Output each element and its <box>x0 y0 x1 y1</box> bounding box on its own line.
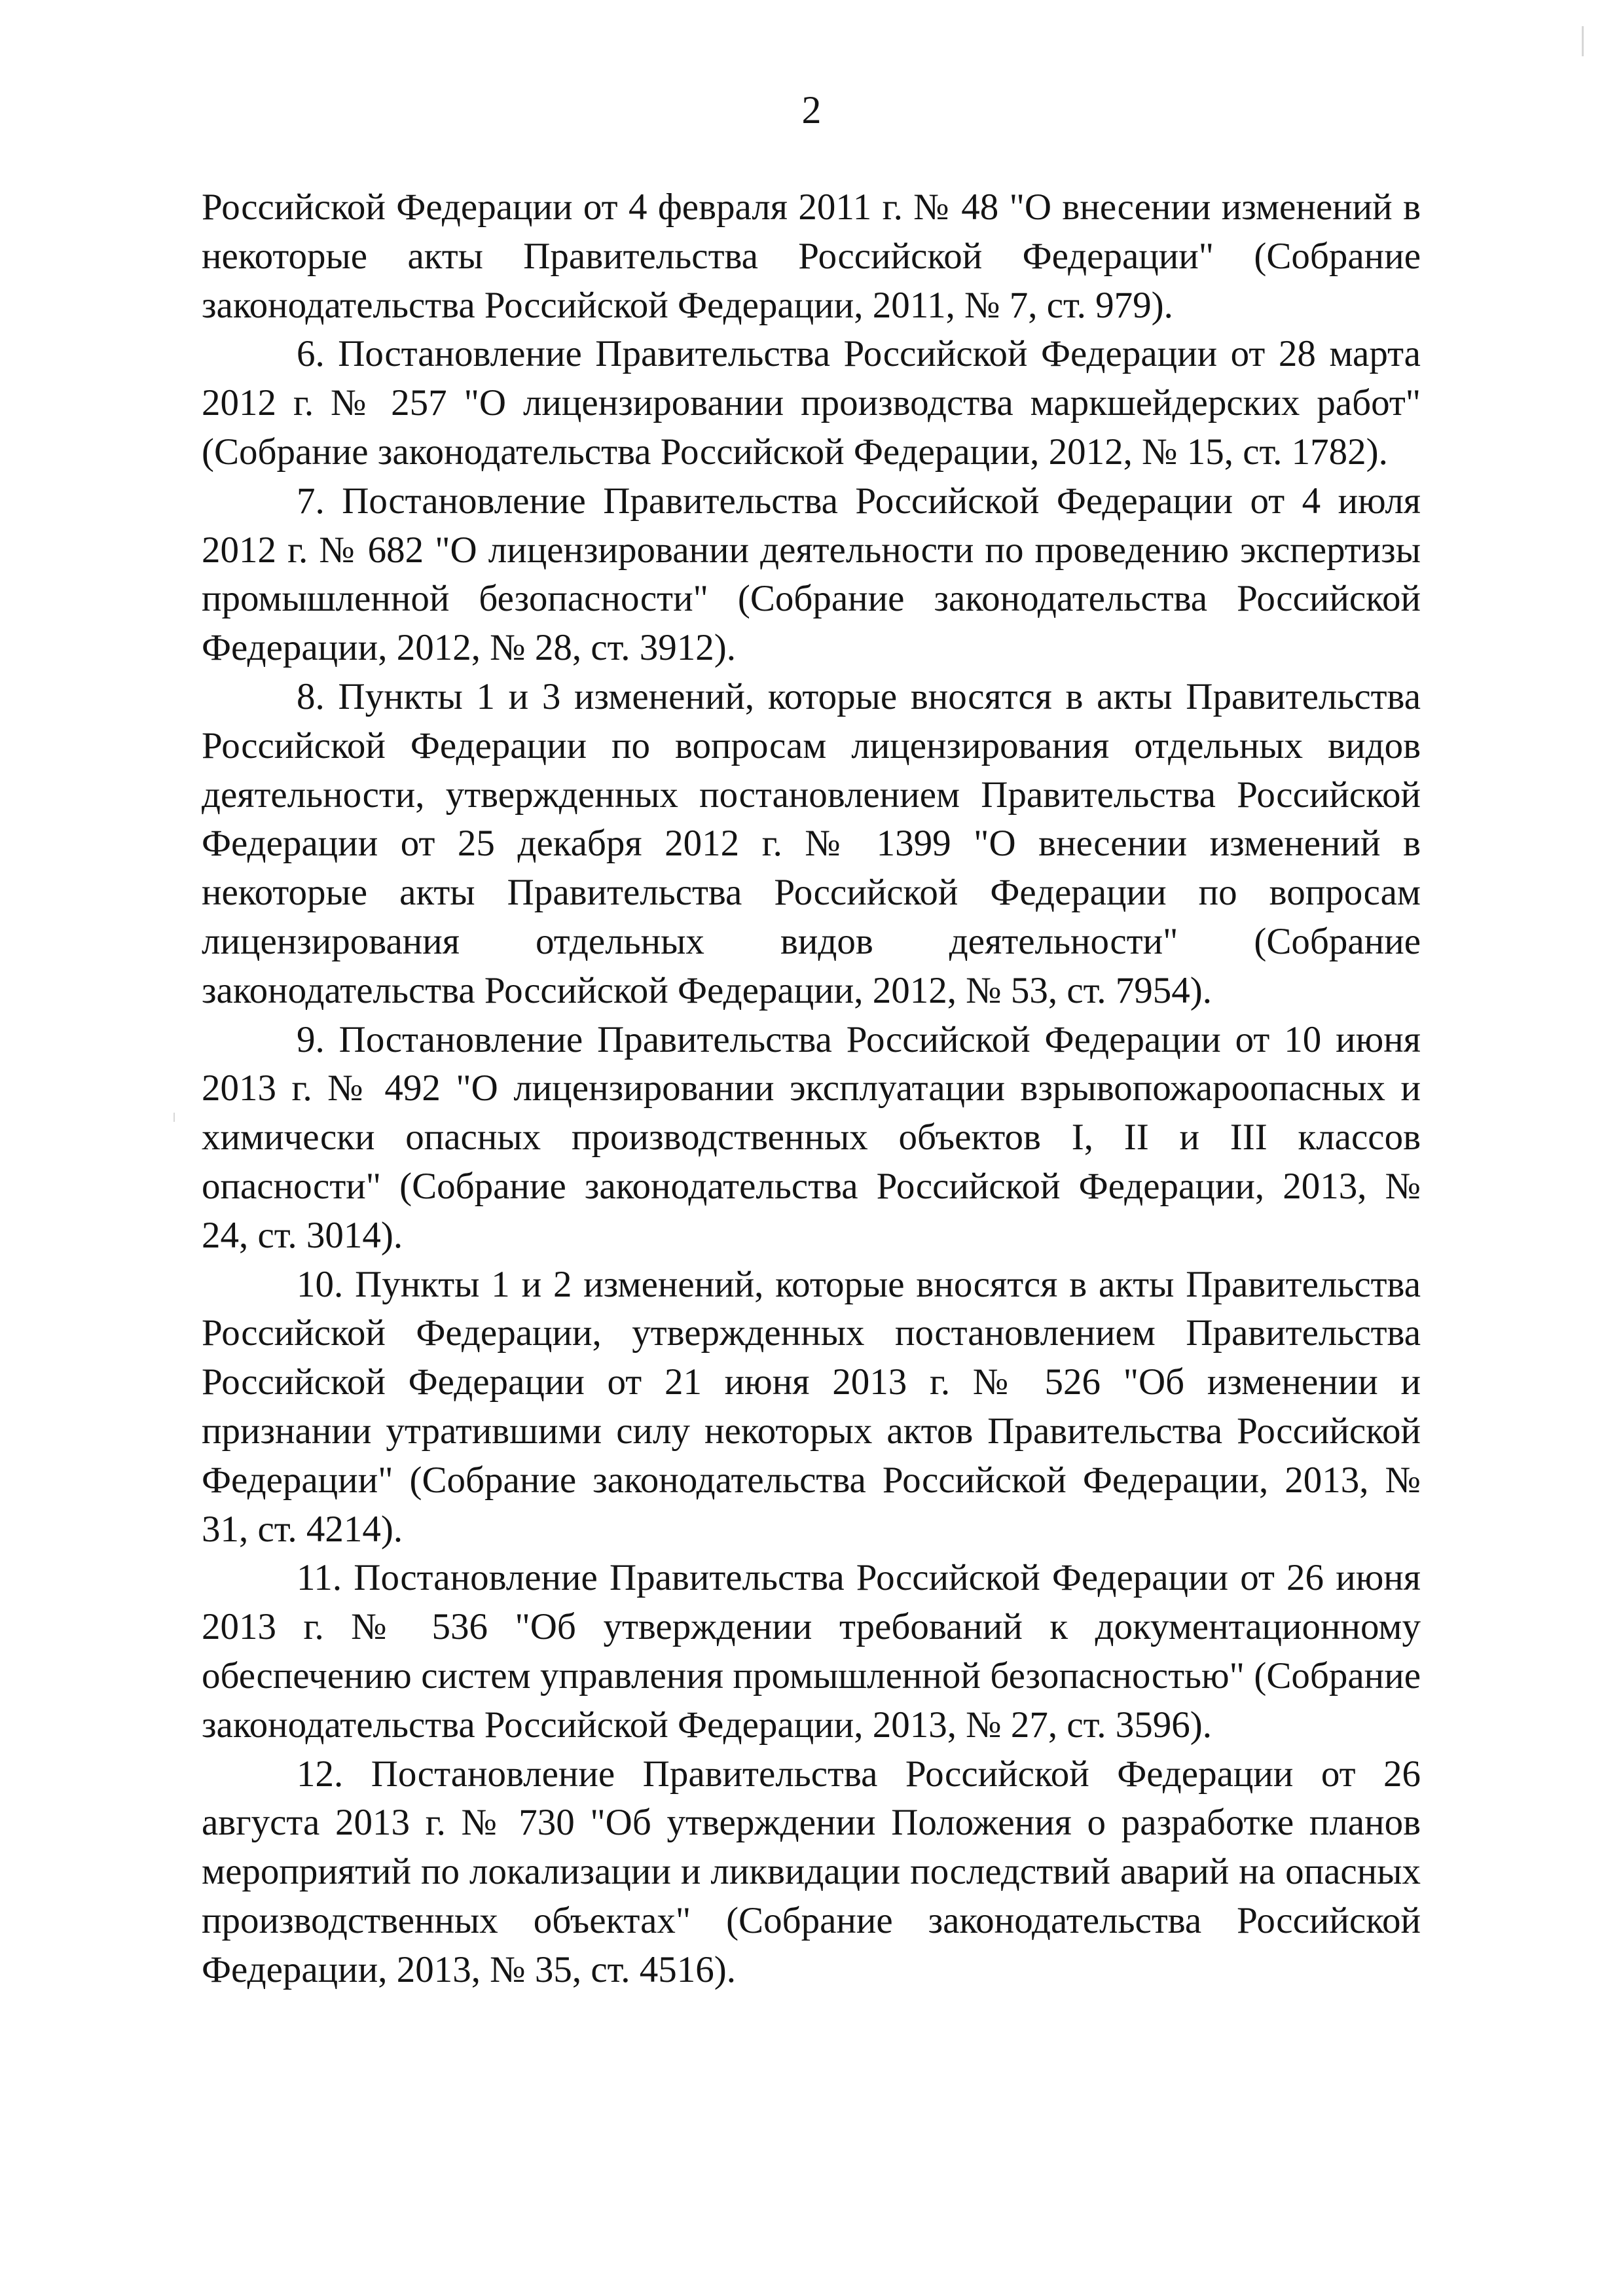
scan-artifact-mark <box>1582 26 1584 56</box>
document-body <box>202 183 1421 1994</box>
list-item-10: 10. Пункты 1 и 2 изменений, которые вносятся в акты Правительства Российской Федерации, утвержденных постановлением Правительства Российской Федерации от 21 июня 2013 г. № 526 "Об изменении и признании утратившими силу некоторых актов Правительства Российской Федерации" (Собрание законодательства Российской Федерации, 2013, № 31, ст. 4214). <box>202 1263 1421 1550</box>
list-item-11: 11. Постановление Правительства Российской Федерации от 26 июня 2013 г. № 536 "Об утверждении требований к документационному обеспечению систем управления промышленной безопасностью" (Собрание законодательства Российской Федерации, 2013, № 27, ст. 3596). <box>202 1557 1421 1746</box>
paragraph-continuation: Российской Федерации от 4 февраля 2011 г. № 48 "О внесении изменений в некоторые акты Правительства Российской Федерации" (Собрание законодательства Российской Федерации, 2011, № 7, ст. 979). <box>202 187 1421 326</box>
list-item-8: 8. Пункты 1 и 3 изменений, которые вносятся в акты Правительства Российской Федерации по вопросам лицензирования отдельных видов деятельности, утвержденных постановлением Правительства Российской Федерации от 25 декабря 2012 г. № 1399 "О внесении изменений в некоторые акты Правительства Российской Федерации по вопросам лицензирования отдельных видов деятельности" (Собрание законодательства Российской Федерации, 2012, № 53, ст. 7954). <box>202 675 1421 1011</box>
list-item-9: 9. Постановление Правительства Российской Федерации от 10 июня 2013 г. № 492 "О лицензировании эксплуатации взрывопожароопасных и химически опасных производственных объектов I, II и III классов опасности" (Собрание законодательства Российской Федерации, 2013, № 24, ст. 3014). <box>202 1018 1421 1256</box>
list-item-6: 6. Постановление Правительства Российской Федерации от 28 марта 2012 г. № 257 "О лицензировании производства маркшейдерских работ" (Собрание законодательства Российской Федерации, 2012, № 15, ст. 1782). <box>202 333 1421 473</box>
list-item-7: 7. Постановление Правительства Российской Федерации от 4 июля 2012 г. № 682 "О лицензировании деятельности по проведению экспертизы промышленной безопасности" (Собрание законодательства Российской Федерации, 2012, № 28, ст. 3912). <box>202 480 1421 669</box>
scan-artifact-mark <box>173 1113 175 1122</box>
list-item-12: 12. Постановление Правительства Российской Федерации от 26 августа 2013 г. № 730 "Об утверждении Положения о разработке планов мероприятий по локализации и ликвидации последствий аварий на опасных производственных объектах" (Собрание законодательства Российской Федерации, 2013, № 35, ст. 4516). <box>202 1753 1421 1990</box>
page-number: 2 <box>801 88 822 132</box>
